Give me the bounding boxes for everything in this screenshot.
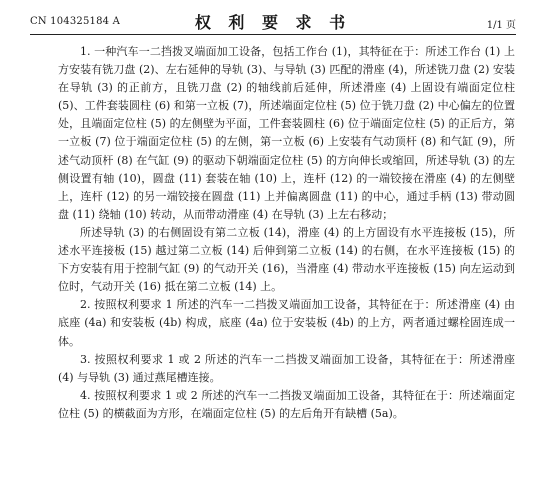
claim-4-paragraph: 4. 按照权利要求 1 或 2 所述的汽车一二挡拨叉端面加工设备，其特征在于：所述端面定位柱 (5) 的横截面为方形，在端面定位柱 (5) 的左后角开有缺槽 (5a)。 (58, 388, 515, 420)
claim-3-paragraph: 3. 按照权利要求 1 或 2 所述的汽车一二挡拨叉端面加工设备，其特征在于：所述滑座 (4) 与导轨 (3) 通过燕尾槽连接。 (58, 352, 515, 384)
document-number: CN 104325184 A (30, 16, 121, 27)
claim-1-paragraph: 1. 一种汽车一二挡拨叉端面加工设备，包括工作台 (1)，其特征在于：所述工作台 (1) 上方安装有铣刀盘 (2)、左右延伸的导轨 (3)、与导轨 (3) 匹配的滑座 (4)，所述铣刀盘 (2) 安装在导轨 (3) 的正前方，且铣刀盘 (2) 的轴线前后延伸，所述滑座 (4) 上固设有端面定位柱 (5)、工件套装圆柱 (6) 和第一立板 (7)，所述端面定位柱 (5) 位于铣刀盘 (2) 中心偏左的位置处，且端面定位柱 (5) 的左侧壁为平面，工件套装圆柱 (6) 位于端面定位柱 (5) 的正后方，第一立板 (7) 位于端面定位柱 (5) 的左侧，第一立板 (6) 上安装有气动顶杆 (8) 和气缸 (9)，所述气动顶杆 (8) 在气缸 (9) 的驱动下朝端面定位柱 (5) 的方向伸长或缩回，所述导轨 (3) 的左侧设置有轴 (10)，圆盘 (11) 套装在轴 (10) 上，连杆 (12) 的一端铰接在滑座 (4) 的左侧壁上，连杆 (12) 的另一端铰接在圆盘 (11) 上并偏离圆盘 (11) 的中心，通过手柄 (13) 带动圆盘 (11) 绕轴 (10) 转动，从而带动滑座 (4) 在导轨 (3) 上左右移动； (58, 45, 515, 221)
page-header (30, 10, 516, 34)
header-divider (30, 34, 516, 35)
claims-body (58, 43, 515, 423)
claim-2-paragraph: 2. 按照权利要求 1 所述的汽车一二挡拨叉端面加工设备，其特征在于：所述滑座 (4) 由底座 (4a) 和安装板 (4b) 构成，底座 (4a) 位于安装板 (4b) 的上方，两者通过螺栓固连成一体。 (58, 298, 515, 348)
page-number: 1/1 页 (486, 20, 516, 31)
document-title: 权 利 要 求 书 (194, 13, 352, 32)
claim-1-continuation-paragraph: 所述导轨 (3) 的右侧固设有第二立板 (14)，滑座 (4) 的上方固设有水平连接板 (15)，所述水平连接板 (15) 越过第二立板 (14) 后伸到第二立板 (14) 的右侧，在水平连接板 (15) 的下方安装有用于控制气缸 (9) 的气动开关 (16)，当滑座 (4) 带动水平连接板 (15) 向左运动到位时，气动开关 (16) 抵在第二立板 (14) 上。 (58, 225, 515, 294)
